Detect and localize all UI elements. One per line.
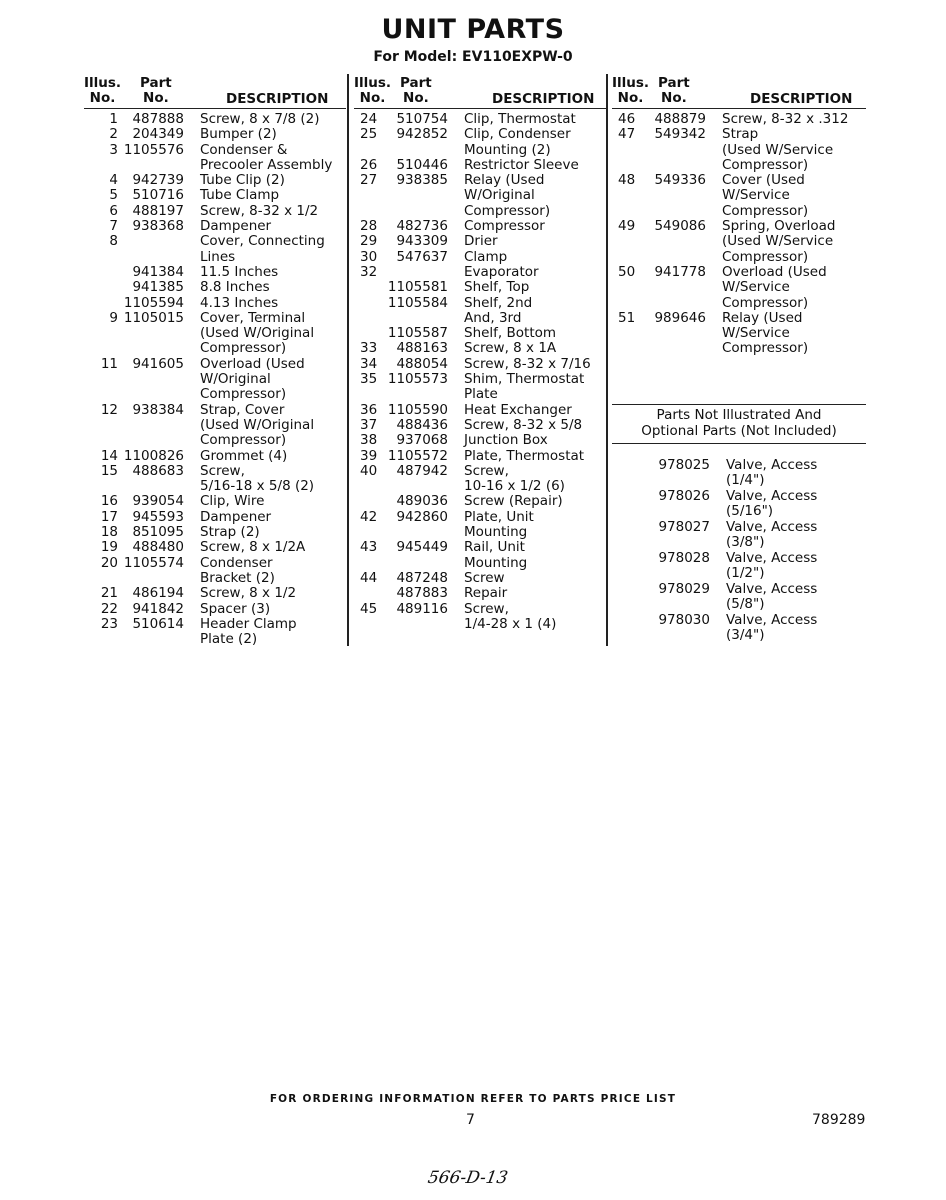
part-description: Valve, Access (3/8") [726,519,818,550]
parts-list [354,112,606,632]
part-number: 938384 [132,401,184,418]
table-row [354,418,606,433]
parts-column-3 [612,74,866,644]
parts-list [84,112,346,647]
part-description: Strap (2) [200,524,260,541]
part-number: 488197 [132,202,184,219]
table-row [612,582,866,612]
table-row [84,127,346,142]
part-description: Screw (Repair) [464,493,563,510]
table-row [354,158,606,173]
table-row [612,173,866,219]
part-description: Dampener [200,508,272,525]
illus-number: 33 [360,340,378,357]
part-number: 486194 [132,585,184,602]
part-description: Shelf, Top [464,279,530,296]
table-row [84,617,346,648]
illus-number: 4 [109,172,118,189]
parts-column-1 [84,74,346,647]
illus-number: 20 [100,554,118,571]
table-row [84,311,346,357]
table-row [84,112,346,127]
part-number: 510754 [396,111,448,127]
table-row [354,602,606,633]
page-number: 7 [466,1112,475,1128]
part-number: 1105584 [387,294,448,311]
part-number: 1105587 [387,325,448,342]
table-row [84,540,346,555]
illus-number: 5 [109,187,118,204]
illus-number: 1 [109,111,118,127]
table-row [84,464,346,495]
part-description: Shelf, 2nd And, 3rd [464,294,533,326]
part-description: Screw, 8 x 1/2 [200,585,297,602]
table-row [84,449,346,464]
table-row [84,556,346,587]
part-number: 489116 [396,600,448,617]
part-description: Repair [464,585,508,602]
part-description: Drier [464,233,498,250]
part-description: Valve, Access (1/4") [726,457,818,488]
part-number: 1105581 [387,279,448,296]
table-row [354,234,606,249]
part-number: 510614 [132,615,184,632]
part-description: Valve, Access (5/8") [726,581,818,612]
part-no-header: Part No. [140,75,172,106]
part-description: Clamp [464,248,508,265]
illus-number [360,494,384,509]
part-number: 487248 [396,569,448,586]
part-description: Cover, Connecting Lines [200,233,325,265]
part-description: Spring, Overload (Used W/Service Compressor) [722,218,836,265]
table-row [84,525,346,540]
part-description: Overload (Used W/Service Compressor) [722,263,827,311]
part-number: 941842 [132,600,184,617]
illus-number [360,326,384,341]
illus-no-header: Illus. No. [354,75,392,106]
part-number: 978026 [658,488,710,504]
part-number: 1105015 [123,309,184,326]
description-header: DESCRIPTION [492,91,595,107]
part-description: Screw, 8-32 x 5/8 [464,416,583,433]
table-row [84,204,346,219]
illus-number: 44 [360,569,378,586]
illus-number: 11 [100,355,118,372]
table-row [354,571,606,586]
illus-number: 37 [360,416,378,433]
part-number: 547637 [396,248,448,265]
illus-number: 6 [109,202,118,219]
part-number: 939054 [132,493,184,510]
illus-number: 34 [360,355,378,372]
part-number: 1105574 [123,554,184,571]
part-description: Valve, Access (3/4") [726,612,818,643]
part-number: 487942 [396,462,448,479]
illus-number: 24 [360,111,378,127]
part-description: Valve, Access (1/2") [726,550,818,581]
part-description: Grommet (4) [200,447,288,464]
part-number: 1100826 [123,447,184,464]
optional-parts-list [612,458,866,643]
part-number: 510716 [132,187,184,204]
illus-number: 49 [618,218,636,235]
illus-number: 27 [360,172,378,189]
column-header [84,74,346,109]
column-divider [606,74,608,646]
parts-column-2 [354,74,606,632]
illus-number: 21 [100,585,118,602]
table-row [612,219,866,265]
illus-number: 30 [360,248,378,265]
illus-number: 14 [100,447,118,464]
illus-number: 43 [360,539,378,556]
part-description: Cover, Terminal (Used W/Original Compressor) [200,309,315,357]
part-description: 4.13 Inches [200,294,279,311]
illus-number [360,296,384,327]
part-number: 945449 [396,539,448,556]
illus-number: 32 [360,263,378,280]
table-row [612,127,866,173]
table-row [612,551,866,581]
part-description: 11.5 Inches [200,263,279,280]
part-number: 851095 [132,524,184,541]
table-row [84,357,346,403]
model-subtitle: For Model: EV110EXPW-0 [373,49,573,65]
description-header: DESCRIPTION [750,91,853,107]
table-row [354,265,606,280]
part-description: Screw, 10-16 x 1/2 (6) [464,462,565,495]
illus-number: 9 [109,309,118,326]
table-row [84,494,346,509]
illus-number [84,280,118,295]
column-header [354,74,606,109]
table-row [354,403,606,418]
part-description: Dampener [200,218,272,235]
part-number: 978029 [658,581,710,597]
part-number: 941384 [132,263,184,280]
illus-number: 48 [618,172,636,189]
illus-number: 8 [109,233,118,250]
table-row [84,403,346,449]
part-description: Plate, Unit Mounting [464,508,534,541]
part-number: 510446 [396,156,448,173]
description-header: DESCRIPTION [226,91,329,107]
illus-number: 45 [360,600,378,617]
table-row [354,357,606,372]
part-number: 978025 [658,457,710,473]
table-row [612,489,866,519]
page-title: UNIT PARTS [381,14,565,45]
part-description: Compressor [464,218,545,235]
part-description: Shim, Thermostat Plate [464,371,585,403]
part-description: Screw, 8-32 x 7/16 [464,355,591,372]
table-row [354,173,606,219]
table-row [84,188,346,203]
illus-number: 2 [109,126,118,143]
part-number: 978028 [658,550,710,566]
table-row [354,433,606,448]
part-description: Screw, 8-32 x .312 [722,111,849,127]
table-row [354,296,606,327]
part-number: 941778 [654,263,706,280]
part-description: Strap, Cover (Used W/Original Compressor) [200,401,315,449]
table-row [354,464,606,495]
illus-number [360,586,384,601]
illus-number: 38 [360,432,378,449]
illus-number: 23 [100,615,118,632]
table-row [354,510,606,541]
part-number: 941605 [132,355,184,372]
not-illustrated-heading: Parts Not Illustrated And Optional Parts (Not Included) [612,404,866,444]
table-row [612,520,866,550]
part-number: 488436 [396,416,448,433]
part-description: 8.8 Inches [200,279,270,296]
part-no-header: Part No. [658,75,690,106]
table-row [612,613,866,643]
illus-number: 36 [360,401,378,418]
illus-number [360,280,384,295]
table-row [354,127,606,158]
part-number: 1105572 [387,447,448,464]
part-description: Spacer (3) [200,600,271,617]
part-number: 488163 [396,340,448,357]
table-row [354,326,606,341]
table-row [354,280,606,295]
part-description: Overload (Used W/Original Compressor) [200,355,305,403]
table-row [354,540,606,571]
illus-number: 28 [360,218,378,235]
part-number: 1105576 [123,141,184,158]
part-number: 204349 [132,126,184,143]
part-number: 487888 [132,111,184,127]
table-row [84,510,346,525]
table-row [612,112,866,127]
table-row [84,602,346,617]
part-number: 938368 [132,218,184,235]
table-row [84,265,346,280]
table-row [84,143,346,174]
part-description: Cover (Used W/Service Compressor) [722,172,809,219]
part-description: Screw, 8-32 x 1/2 [200,202,319,219]
part-number: 488054 [396,355,448,372]
part-number: 482736 [396,218,448,235]
part-number: 488683 [132,462,184,479]
part-description: Screw, 5/16-18 x 5/8 (2) [200,462,315,495]
part-number: 937068 [396,432,448,449]
part-number: 488480 [132,539,184,556]
document-number: 789289 [812,1112,866,1128]
table-row [354,586,606,601]
table-row [84,234,346,265]
part-number: 945593 [132,508,184,525]
part-number: 489036 [396,493,448,510]
illus-number [84,265,118,280]
table-row [354,449,606,464]
part-description: Screw, 1/4-28 x 1 (4) [464,600,557,632]
part-description: Valve, Access (5/16") [726,488,818,519]
table-row [354,341,606,356]
illus-number: 22 [100,600,118,617]
part-number: 1105573 [387,371,448,388]
illus-number: 17 [100,508,118,525]
part-number: 549342 [654,126,706,143]
part-number: 488879 [654,111,706,127]
table-row [84,173,346,188]
illus-number: 29 [360,233,378,250]
column-header [612,74,866,109]
part-description: Clip, Wire [200,493,265,510]
part-description: Bumper (2) [200,126,277,143]
illus-number: 3 [109,141,118,158]
part-description: Clip, Thermostat [464,111,576,127]
part-description: Plate, Thermostat [464,447,585,464]
part-number: 978030 [658,612,710,628]
illus-number: 46 [618,111,636,127]
illus-number: 15 [100,462,118,479]
part-number: 487883 [396,585,448,602]
part-description: Clip, Condenser Mounting (2) [464,126,571,158]
part-description: Evaporator [464,263,539,280]
table-row [84,586,346,601]
illus-number: 51 [618,309,636,326]
ordering-info-footer: FOR ORDERING INFORMATION REFER TO PARTS PRICE LIST [269,1093,677,1105]
part-description: Relay (Used W/Service Compressor) [722,309,809,357]
part-number: 938385 [396,172,448,189]
part-description: Screw, 8 x 1A [464,340,557,357]
part-number: 942852 [396,126,448,143]
illus-number: 35 [360,371,378,388]
part-number: 549086 [654,218,706,235]
part-description: Strap (Used W/Service Compressor) [722,126,834,173]
part-description: Tube Clamp [200,187,280,204]
part-description: Screw, 8 x 7/8 (2) [200,111,320,127]
part-description: Screw [464,569,505,586]
part-number: 549336 [654,172,706,189]
part-number: 1105590 [387,401,448,418]
part-description: Restrictor Sleeve [464,156,579,173]
part-description: Tube Clip (2) [200,172,285,189]
table-row [354,250,606,265]
table-row [612,265,866,311]
illus-number: 18 [100,524,118,541]
part-no-header: Part No. [400,75,432,106]
illus-number: 47 [618,126,636,143]
table-row [612,311,866,357]
illus-no-header: Illus. No. [612,75,650,106]
illus-number: 40 [360,462,378,479]
part-number: 942739 [132,172,184,189]
part-number: 943309 [396,233,448,250]
part-description: Header Clamp Plate (2) [200,615,297,648]
part-number: 941385 [132,279,184,296]
illus-number: 25 [360,126,378,143]
part-number: 942860 [396,508,448,525]
illus-number [84,296,118,311]
column-divider [347,74,349,646]
table-row [354,494,606,509]
illus-number: 12 [100,401,118,418]
part-number: 978027 [658,519,710,535]
table-row [354,112,606,127]
illus-number: 16 [100,493,118,510]
part-description: Rail, Unit Mounting [464,539,528,571]
illus-number: 50 [618,263,636,280]
table-row [354,372,606,403]
handwritten-note: 566-D-13 [426,1168,510,1188]
table-row [84,296,346,311]
table-row [354,219,606,234]
part-description: Shelf, Bottom [464,325,557,342]
part-number: 989646 [654,309,706,326]
part-description: Heat Exchanger [464,401,572,418]
illus-number: 7 [109,218,118,235]
part-number: 1105594 [123,294,184,311]
illus-number: 42 [360,508,378,525]
illus-no-header: Illus. No. [84,75,122,106]
part-description: Condenser & Precooler Assembly [200,141,333,173]
parts-list [612,112,866,392]
illus-number: 39 [360,447,378,464]
part-number [118,234,184,265]
illus-number: 26 [360,156,378,173]
part-description: Screw, 8 x 1/2A [200,539,306,556]
table-row [612,458,866,488]
part-number [384,265,448,280]
table-row [84,219,346,234]
part-description: Junction Box [464,432,548,449]
illus-number: 19 [100,539,118,556]
table-row [84,280,346,295]
part-description: Relay (Used W/Original Compressor) [464,172,551,219]
part-description: Condenser Bracket (2) [200,554,275,586]
